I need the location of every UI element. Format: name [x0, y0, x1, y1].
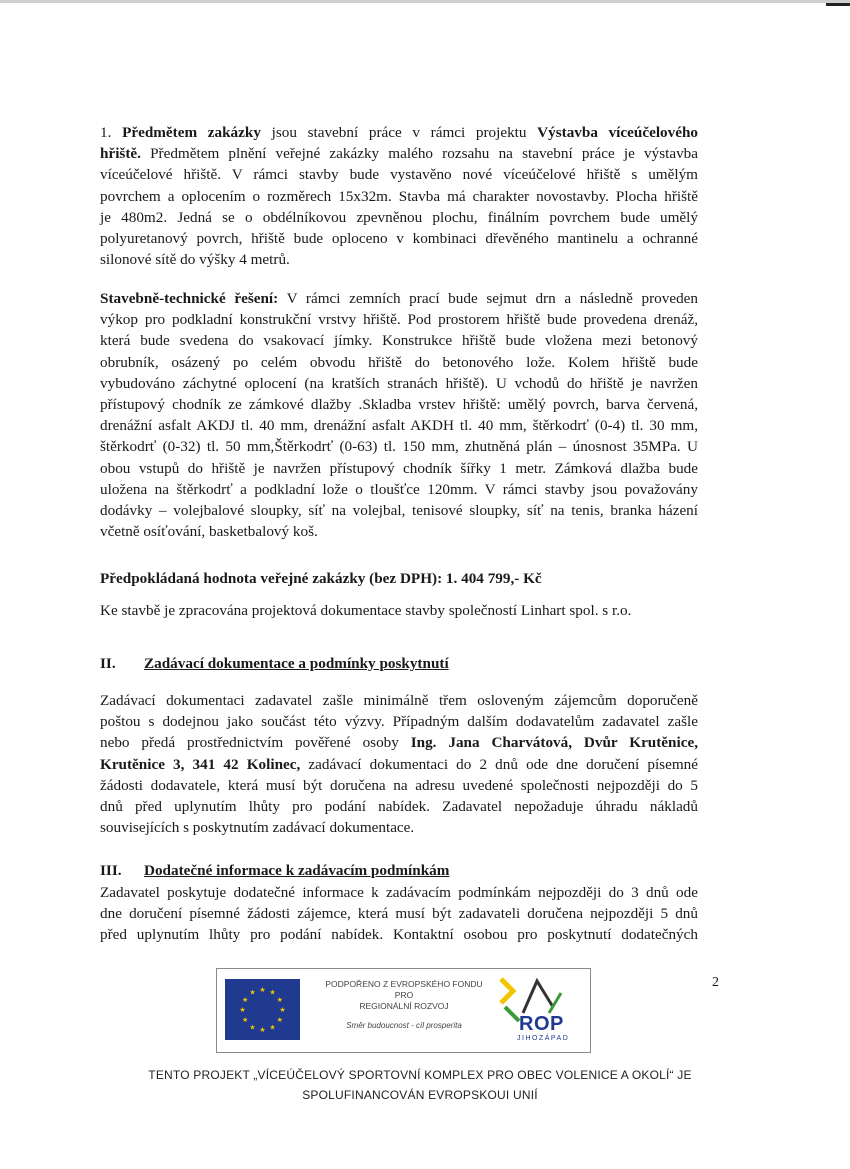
eu-star-icon: ★: [276, 996, 283, 1004]
text-line: polyuretanový povrch, hřiště bude oploceno v kombinaci dřevěného mantinelu a ochranné: [100, 230, 698, 248]
bold-text: Předmětem zakázky: [122, 124, 261, 141]
section-2-heading: [100, 655, 449, 673]
eu-star-icon: ★: [249, 988, 256, 997]
text-line: výkop pro podkladní konstrukční vrstvy hřiště. Pod prostorem hřiště bude provedena drenáž,: [100, 311, 698, 329]
text-line: je 480m2. Jedná se o obdélníkovou zpevněnou plochu, finálním povrchem bude umělý: [100, 208, 698, 226]
section-2-title: Zadávací dokumentace a podmínky poskytnutí: [144, 655, 449, 672]
text-line: uložena na štěrkodrť a podkladní lože o tloušťce 120mm. V rámci stavby jsou považovány: [100, 480, 698, 498]
eu-star-icon: ★: [259, 986, 266, 994]
rop-title: ROP: [519, 1013, 564, 1035]
footer-line-1: TENTO PROJEKT „VÍCEÚČELOVÝ SPORTOVNÍ KOMPLEX PRO OBEC VOLENICE A OKOLÍ“ JE: [148, 1068, 692, 1082]
eu-funding-logo: [216, 968, 591, 1053]
section-2-number: II.: [100, 655, 116, 672]
estimated-value: Předpokládaná hodnota veřejné zakázky (bez DPH): 1. 404 799,- Kč: [100, 570, 542, 587]
text-line: 1. Předmětem zakázky jsou stavební práce v rámci projektu Výstavba víceúčelového: [100, 124, 699, 141]
eu-star-icon: ★: [259, 1026, 266, 1034]
text-line: Stavebně-technické řešení: V rámci zemních prací bude sejmut drn a následně proveden: [100, 290, 699, 307]
eu-star-icon: ★: [279, 1006, 286, 1014]
text-line: víceúčelové hřiště. V rámci stavby bude vystavěno nové víceúčelové hřiště s umělým: [100, 166, 698, 184]
text-line: drenážní asfalt AKDJ tl. 40 mm, drenážní asfalt AKDH tl. 40 mm, štěrkodrť (0-4) tl. 30 mm,: [100, 417, 698, 435]
text-line: nebo předá prostřednictvím pověřené osoby Ing. Jana Charvátová, Dvůr Krutěnice,: [100, 734, 698, 752]
eu-star-icon: ★: [242, 996, 249, 1004]
eu-flag-icon: [225, 979, 300, 1040]
text-line: dnů před uplynutím lhůty pro podání nabídek. Zadavatel nepožaduje úhradu nákladů: [100, 798, 698, 816]
funding-line-3: REGIONÁLNÍ ROZVOJ: [359, 1001, 449, 1011]
text-line: dne doručení písemné žádosti zájemce, která musí být zadavateli doručena nejpozději 5 dnů: [100, 905, 698, 923]
funding-motto: Směr budoucnost - cíl prosperita: [346, 1021, 462, 1030]
text-line: poštou s dodejnou jako součást této výzvy. Případným dalším dodavatelům zadavatel zašle: [100, 713, 698, 731]
section-3-number: III.: [100, 862, 122, 879]
bold-text: Ing. Jana Charvátová, Dvůr Krutěnice,: [410, 734, 698, 752]
text-line: Zadávací dokumentaci zadavatel zašle minimálně třem osloveným zájemcům doporučeně: [100, 692, 698, 709]
eu-star-icon: ★: [269, 988, 276, 997]
eu-star-icon: ★: [269, 1023, 276, 1032]
section-3-heading: [100, 862, 449, 880]
text-line: Zadavatel poskytuje dodatečné informace k zadávacím podmínkám nejpozději do 3 dnů ode: [100, 884, 698, 901]
bold-text: Krutěnice 3, 341 42 Kolinec,: [100, 755, 301, 773]
text-line: před uplynutím lhůty pro podání nabídek. Kontaktní osobou pro poskytnutí dodatečných: [100, 926, 698, 944]
eu-stars-icon: [225, 979, 300, 1040]
funding-line-1: PODPOŘENO Z EVROPSKÉHO FONDU: [325, 979, 483, 989]
project-documentation-note: Ke stavbě je zpracována projektová dokumentace stavby společností Linhart spol. s r.o.: [100, 602, 632, 619]
text-line: která bude svedena do vsakovací jímky. Konstrukce hřiště bude vložena mezi betonový: [100, 332, 698, 350]
text-line: povrchem a oplocením o rozměrech 15x32m. Stavba má charakter novostavby. Plocha hřiště: [100, 187, 698, 205]
text-line: žádosti dodavatele, která musí být doručena na adresu uvedené společnosti nejpozději do 5: [100, 776, 698, 794]
text-line: obrubník, osázený po celém obvodu hřiště do betonového lože. Kolem hřiště bude: [100, 353, 698, 371]
text-line: přístupový chodník ze zámkové dlažby .Skladba vrstev hřiště: umělý povrch, barva červená,: [100, 396, 698, 414]
section-1-paragraph: [100, 122, 698, 270]
bold-text: Výstavba víceúčelového: [537, 124, 699, 141]
rop-subtitle: JIHOZÁPAD: [517, 1035, 570, 1042]
section-2-paragraph: [100, 690, 698, 838]
section-3-title: Dodatečné informace k zadávacím podmínkám: [144, 862, 450, 879]
page-number: 2: [712, 975, 719, 990]
bold-text: Stavebně-technické řešení:: [100, 290, 279, 307]
eu-star-icon: ★: [242, 1016, 249, 1024]
text-line: Krutěnice 3, 341 42 Kolinec, zadávací dokumentaci do 2 dnů ode dne doručení písemné: [100, 755, 698, 773]
eu-star-icon: ★: [239, 1006, 246, 1014]
text-line: silonové sítě do výšky 4 metrů.: [100, 251, 290, 269]
text-line: souvisejících s poskytnutím zadávací dokumentace.: [100, 819, 415, 837]
technical-solution-paragraph: [100, 288, 698, 542]
text-line: dodávky – volejbalové sloupky, síť na volejbal, tenisové sloupky, síť na tenis, branka házení: [100, 502, 698, 520]
text-line: vybudováno záchytné oplocení (na kratších stranách hřiště). U vchodů do hřiště je navržen: [100, 374, 698, 392]
text-line: včetně osíťování, basketbalový koš.: [100, 523, 318, 541]
text-line: hřiště. Předmětem plnění veřejné zakázky malého rozsahu na stavební práce je výstavba: [100, 145, 698, 163]
scan-top-edge: [0, 0, 850, 3]
bold-text: hřiště.: [100, 145, 141, 163]
funding-line-2: PRO: [394, 990, 414, 1000]
scan-corner-mark: [826, 3, 850, 6]
funding-text: [309, 979, 499, 1031]
text-line: obou vstupů do hřiště je navržen přístupový chodník šířky 1 metr. Zámková dlažba bude: [100, 459, 698, 477]
eu-star-icon: ★: [249, 1023, 256, 1032]
eu-star-icon: ★: [276, 1016, 283, 1024]
section-3-paragraph: [100, 882, 698, 946]
footer-line-2: SPOLUFINANCOVÁN EVROPSKOUI UNIÍ: [302, 1088, 538, 1102]
text-line: štěrkodrť (0-32) tl. 50 mm,Štěrkodrť (0-63) tl. 150 mm, zhutněná plán – únosnost 35MPa. U: [100, 438, 698, 456]
